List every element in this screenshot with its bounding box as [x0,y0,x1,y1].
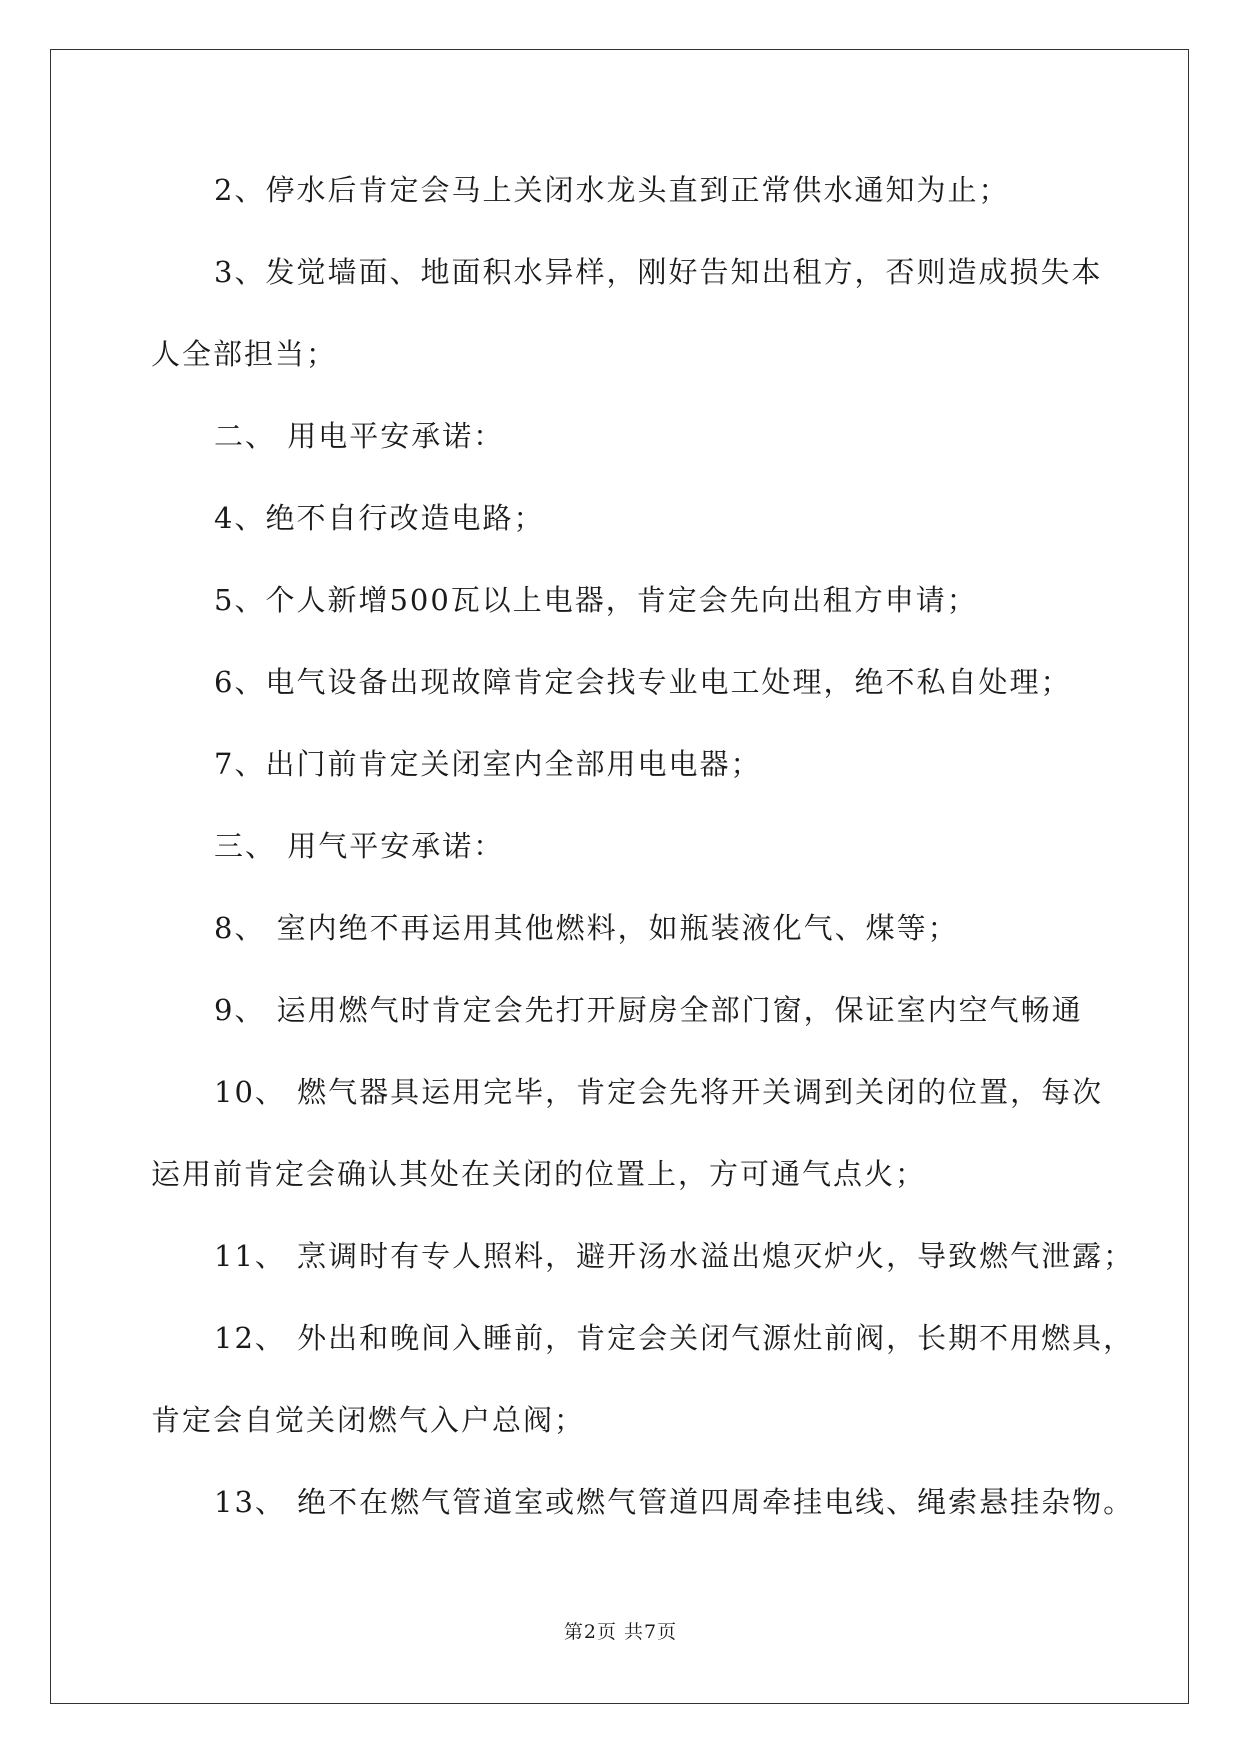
paragraph-line-8: 7、出门前肯定关闭室内全部用电电器； [214,747,762,781]
section-heading-gas: 三、 用气平安承诺： [214,829,505,863]
paragraph-line-15: 12、 外出和晚间入睡前，肯定会关闭气源灶前阀，长期不用燃具， [214,1321,1135,1355]
page-border [50,49,1189,1704]
paragraph-line-5: 4、绝不自行改造电路； [214,501,545,535]
paragraph-line-11: 9、 运用燃气时肯定会先打开厨房全部门窗，保证室内空气畅通 [214,993,1083,1027]
section-heading-electricity: 二、 用电平安承诺： [214,419,505,453]
paragraph-line-16: 肯定会自觉关闭燃气入户总阀； [151,1403,586,1437]
paragraph-line-3: 人全部担当； [151,337,338,371]
page-number-footer: 第2页 共7页 [563,1621,678,1643]
paragraph-line-13: 运用前肯定会确认其处在关闭的位置上，方可通气点火； [151,1157,927,1191]
paragraph-line-17: 13、 绝不在燃气管道室或燃气管道四周牵挂电线、绳索悬挂杂物。 [214,1485,1135,1519]
paragraph-line-14: 11、 烹调时有专人照料，避开汤水溢出熄灭炉火，导致燃气泄露； [214,1239,1135,1273]
paragraph-line-12: 10、 燃气器具运用完毕，肯定会先将开关调到关闭的位置，每次 [214,1075,1104,1109]
paragraph-line-6: 5、个人新增500瓦以上电器，肯定会先向出租方申请； [214,583,978,617]
paragraph-line-2: 3、发觉墙面、地面积水异样，刚好告知出租方，否则造成损失本 [214,255,1103,289]
paragraph-line-1: 2、停水后肯定会马上关闭水龙头直到正常供水通知为止； [214,173,1010,207]
paragraph-line-10: 8、 室内绝不再运用其他燃料，如瓶装液化气、煤等； [214,911,959,945]
paragraph-line-7: 6、电气设备出现故障肯定会找专业电工处理，绝不私自处理； [214,665,1072,699]
